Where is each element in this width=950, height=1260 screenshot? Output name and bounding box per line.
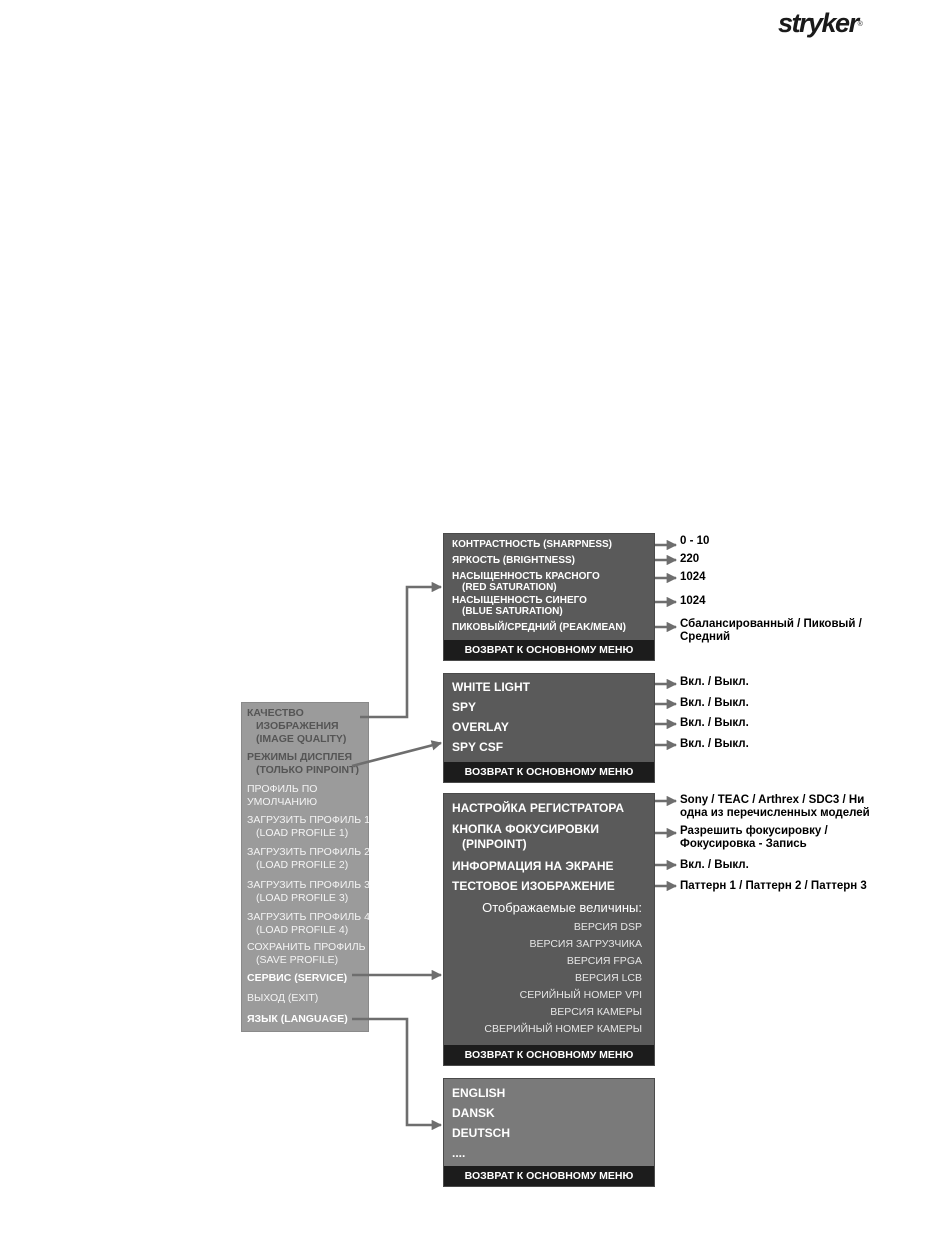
iq-item-peak-mean[interactable]: ПИКОВЫЙ/СРЕДНИЙ (PEAK/MEAN) [452,622,626,633]
menu-item-load-profile-1-line2: (LOAD PROFILE 1) [256,827,349,839]
value-spy: Вкл. / Выкл. [680,697,749,709]
back-to-main-menu-button[interactable]: ВОЗВРАТ К ОСНОВНОМУ МЕНЮ [444,640,654,660]
displayed-values-header: Отображаемые величины: [482,900,642,915]
iq-item-red-saturation-line2: (RED SATURATION) [462,582,557,593]
menu-item-save-profile-line2: (SAVE PROFILE) [256,954,339,966]
value-peak-mean: Сбалансированный / Пиковый / [680,618,862,630]
menu-item-load-profile-2[interactable]: ЗАГРУЗИТЬ ПРОФИЛЬ 2 [247,846,370,858]
info-camera-version: ВЕРСИЯ КАМЕРЫ [550,1006,642,1018]
lang-item-dansk[interactable]: DANSK [452,1106,495,1120]
value-blue-saturation: 1024 [680,595,706,607]
iq-item-sharpness[interactable]: КОНТРАСТНОСТЬ (SHARPNESS) [452,539,612,550]
menu-item-display-modes-line2: (ТОЛЬКО PINPOINT) [256,764,360,776]
svc-item-focus-button-line2: (PINPOINT) [462,837,527,851]
value-white-light: Вкл. / Выкл. [680,676,749,688]
value-on-screen-info: Вкл. / Выкл. [680,859,749,871]
menu-item-load-profile-4[interactable]: ЗАГРУЗИТЬ ПРОФИЛЬ 4 [247,911,370,923]
iq-item-red-saturation[interactable]: НАСЫЩЕННОСТЬ КРАСНОГО [452,571,600,582]
info-lcb-version: ВЕРСИЯ LCB [575,972,642,984]
value-focus-button-line2: Фокусировка - Запись [680,838,807,850]
menu-item-language[interactable]: ЯЗЫК (LANGUAGE) [247,1013,348,1025]
menu-item-default-profile[interactable]: ПРОФИЛЬ ПО [247,783,318,795]
menu-item-image-quality[interactable]: КАЧЕСТВО [247,707,304,719]
arrow-display-modes [352,743,441,766]
dm-item-spy[interactable]: SPY [452,700,477,714]
dm-item-white-light[interactable]: WHITE LIGHT [452,680,530,694]
value-overlay: Вкл. / Выкл. [680,717,749,729]
lang-item-deutsch[interactable]: DEUTSCH [452,1126,511,1140]
back-to-main-menu-button[interactable]: ВОЗВРАТ К ОСНОВНОМУ МЕНЮ [444,762,654,782]
iq-item-blue-saturation[interactable]: НАСЫЩЕННОСТЬ СИНЕГО [452,595,587,606]
info-vpi-serial: СЕРИЙНЫЙ НОМЕР VPI [519,989,642,1001]
value-spy-csf: Вкл. / Выкл. [680,738,749,750]
svc-item-test-pattern[interactable]: ТЕСТОВОЕ ИЗОБРАЖЕНИЕ [452,879,615,893]
arrow-language [352,1019,441,1125]
menu-item-load-profile-3[interactable]: ЗАГРУЗИТЬ ПРОФИЛЬ 3 [247,879,370,891]
menu-item-image-quality-line3: (IMAGE QUALITY) [256,733,347,745]
svc-item-focus-button[interactable]: КНОПКА ФОКУСИРОВКИ [452,822,600,836]
value-focus-button: Разрешить фокусировку / [680,825,828,837]
registered-mark: ® [857,21,863,28]
value-recorder-setup: Sony / TEAC / Arthrex / SDC3 / Ни [680,794,865,806]
value-peak-mean-line2: Средний [680,631,731,643]
menu-item-load-profile-3-line2: (LOAD PROFILE 3) [256,892,349,904]
info-loader-version: ВЕРСИЯ ЗАГРУЗЧИКА [529,938,642,950]
iq-item-blue-saturation-line2: (BLUE SATURATION) [462,606,563,617]
iq-item-brightness[interactable]: ЯРКОСТЬ (BRIGHTNESS) [452,555,576,566]
info-dsp-version: ВЕРСИЯ DSP [573,921,642,933]
value-brightness: 220 [680,553,700,565]
lang-item-english[interactable]: ENGLISH [452,1086,506,1100]
dm-item-overlay[interactable]: OVERLAY [452,720,509,734]
lang-item-more[interactable]: .... [452,1146,466,1160]
menu-item-save-profile[interactable]: СОХРАНИТЬ ПРОФИЛЬ [247,941,366,953]
value-recorder-setup-line2: одна из перечисленных моделей [680,807,870,819]
svc-item-recorder-setup[interactable]: НАСТРОЙКА РЕГИСТРАТОРА [452,801,624,815]
menu-item-load-profile-4-line2: (LOAD PROFILE 4) [256,924,349,936]
menu-item-load-profile-1[interactable]: ЗАГРУЗИТЬ ПРОФИЛЬ 1 [247,814,370,826]
dm-item-spy-csf[interactable]: SPY CSF [452,740,504,754]
svc-item-on-screen-info[interactable]: ИНФОРМАЦИЯ НА ЭКРАНЕ [452,859,614,873]
menu-item-image-quality-line2: ИЗОБРАЖЕНИЯ [256,720,339,732]
value-red-saturation: 1024 [680,571,706,583]
logo-text: stryker [778,8,858,38]
value-sharpness: 0 - 10 [680,535,710,547]
menu-item-load-profile-2-line2: (LOAD PROFILE 2) [256,859,349,871]
info-camera-serial: СВЕРИЙНЫЙ НОМЕР КАМЕРЫ [484,1023,642,1035]
menu-item-default-profile-line2: УМОЛЧАНИЮ [247,796,318,808]
value-test-pattern: Паттерн 1 / Паттерн 2 / Паттерн 3 [680,880,867,892]
back-to-main-menu-button[interactable]: ВОЗВРАТ К ОСНОВНОМУ МЕНЮ [444,1045,654,1065]
back-to-main-menu-button[interactable]: ВОЗВРАТ К ОСНОВНОМУ МЕНЮ [444,1166,654,1186]
arrow-image-quality [360,587,441,717]
menu-item-exit[interactable]: ВЫХОД (EXIT) [247,992,319,1004]
menu-item-display-modes[interactable]: РЕЖИМЫ ДИСПЛЕЯ [247,751,353,763]
info-fpga-version: ВЕРСИЯ FPGA [566,955,642,967]
menu-item-service[interactable]: СЕРВИС (SERVICE) [247,972,348,984]
